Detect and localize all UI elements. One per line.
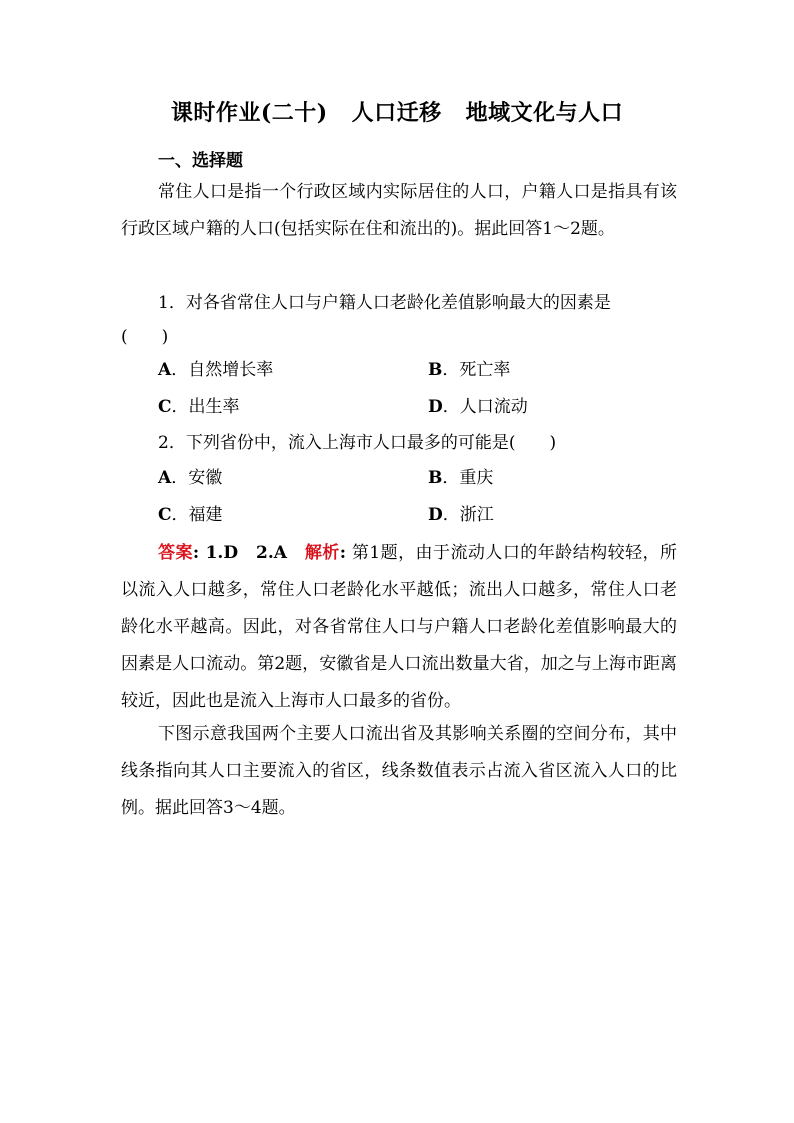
section-heading: 一、选择题 bbox=[158, 151, 243, 171]
q1-option-d: D．人口流动 bbox=[428, 397, 528, 417]
analysis-text: 第1题，由于流动人口的年龄结构较轻，所以流入人口越多，常住人口老龄化水平越低；流出人口越多，常住人口老龄化水平越高。因此，对各省常住人口与户籍人口老龄化差值影响最大的因素是人口流动。第2题，安徽省是人口流出数量大省，加之与上海市距离较近，因此也是流入上海市人口最多的省份。 bbox=[121, 543, 677, 711]
q1-option-a: A．自然增长率 bbox=[158, 360, 274, 380]
answer-label: 答案 bbox=[158, 543, 193, 563]
answer-analysis: 答案: 1.D 2.A 解析: 第1题，由于流动人口的年龄结构较轻，所以流入人口越多，常住人口老龄化水平越低；流出人口越多，常住人口老龄化水平越高。因此，对各省常住人口与户籍人口老龄化差值影响最大的因素是人口流动。第2题，安徽省是人口流出数量大省，加之与上海市距离较近，因此也是流入上海市人口最多的省份。 bbox=[121, 543, 677, 711]
title-part-1: 课时作业(二十) bbox=[170, 100, 328, 126]
q2-option-a: A．安徽 bbox=[158, 468, 223, 488]
intro-paragraph-2: 下图示意我国两个主要人口流出省及其影响关系圈的空间分布，其中线条指向其人口主要流入的省区，线条数值表示占流入省区流入人口的比例。据此回答3～4题。 bbox=[121, 724, 677, 818]
question-1-stem-cont: ( ) bbox=[121, 327, 169, 347]
intro-paragraph: 常住人口是指一个行政区域内实际居住的人口，户籍人口是指具有该行政区域户籍的人口(包括实际在住和流出的)。据此回答1～2题。 bbox=[121, 182, 677, 239]
q1-option-c: C．出生率 bbox=[158, 397, 240, 417]
q2-option-b: B．重庆 bbox=[428, 468, 494, 488]
q1-option-b: B．死亡率 bbox=[428, 360, 511, 380]
question-2-stem: 2．下列省份中，流入上海市人口最多的可能是( ) bbox=[158, 433, 557, 453]
question-1-stem: 1．对各省常住人口与户籍人口老龄化差值影响最大的因素是 bbox=[158, 293, 611, 313]
analysis-label: 解析 bbox=[304, 543, 340, 563]
q2-option-d: D．浙江 bbox=[428, 505, 494, 525]
title-part-3: 地域文化与人口 bbox=[465, 100, 624, 126]
q2-option-c: C．福建 bbox=[158, 505, 223, 525]
page-title bbox=[0, 96, 794, 127]
title-part-2: 人口迁移 bbox=[351, 100, 442, 126]
answer-values: 1.D 2.A bbox=[199, 543, 305, 563]
